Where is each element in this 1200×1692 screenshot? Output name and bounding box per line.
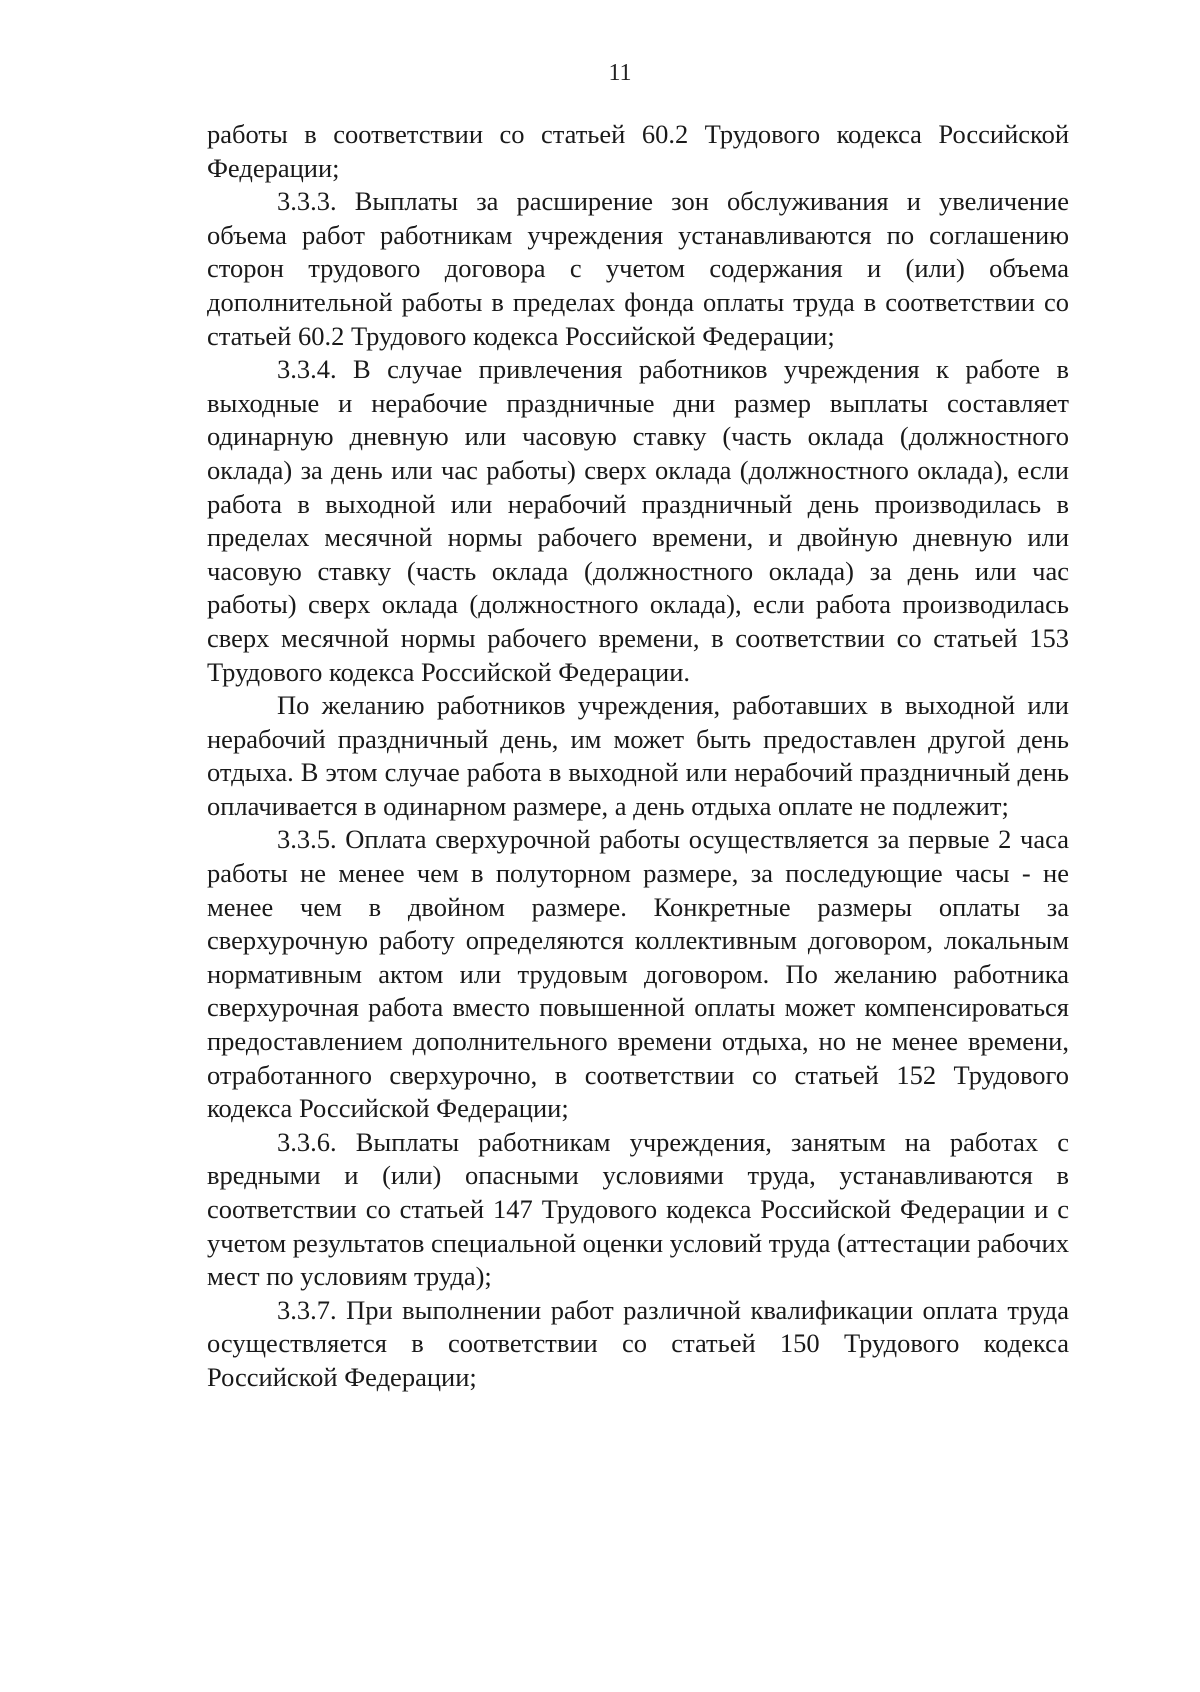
paragraph-3-3-3: 3.3.3. Выплаты за расширение зон обслуживания и увеличение объема работ работникам учреждения устанавливаются по соглашению сторон трудового договора с учетом содержания и (или) объема дополнительной работы в пределах фонда оплаты труда в соответствии со статьей 60.2 Трудового кодекса Российской Федерации; xyxy=(207,186,1069,351)
paragraph-continuation: работы в соответствии со статьей 60.2 Трудового кодекса Российской Федерации; xyxy=(207,119,1069,183)
page-number: 11 xyxy=(608,60,632,86)
paragraph-day-off-option: По желанию работников учреждения, работавших в выходной или нерабочий праздничный день, им может быть предоставлен другой день отдыха. В этом случае работа в выходной или нерабочий праздничный день оплачивается в одинарном размере, а день отдыха оплате не подлежит; xyxy=(207,690,1069,821)
paragraph-3-3-4: 3.3.4. В случае привлечения работников учреждения к работе в выходные и нерабочие праздничные дни размер выплаты составляет одинарную дневную или часовую ставку (часть оклада (должностного оклада) за день или час работы) сверх оклада (должностного оклада), если работа в выходной или нерабочий праздничный день производилась в пределах месячной нормы рабочего времени, и двойную дневную или часовую ставку (часть оклада (должностного оклада) за день или час работы) сверх оклада (должностного оклада), если работа производилась сверх месячной нормы рабочего времени, в соответствии со статьей 153 Трудового кодекса Российской Федерации. xyxy=(207,354,1069,687)
paragraph-3-3-7: 3.3.7. При выполнении работ различной квалификации оплата труда осуществляется в соответствии со статьей 150 Трудового кодекса Российской Федерации; xyxy=(207,1294,1069,1392)
paragraph-3-3-6: 3.3.6. Выплаты работникам учреждения, занятым на работах с вредными и (или) опасными условиями труда, устанавливаются в соответствии со статьей 147 Трудового кодекса Российской Федерации и с учетом результатов специальной оценки условий труда (аттестации рабочих мест по условиям труда); xyxy=(207,1126,1069,1292)
paragraph-3-3-5: 3.3.5. Оплата сверхурочной работы осуществляется за первые 2 часа работы не менее чем в полуторном размере, за последующие часы - не менее чем в двойном размере. Конкретные размеры оплаты за сверхурочную работу определяются коллективным договором, локальным нормативным актом или трудовым договором. По желанию работника сверхурочная работа вместо повышенной оплаты может компенсироваться предоставлением дополнительного времени отдыха, но не менее времени, отработанного сверхурочно, в соответствии со статьей 152 Трудового кодекса Российской Федерации; xyxy=(207,824,1069,1124)
document-body xyxy=(207,118,1069,1395)
